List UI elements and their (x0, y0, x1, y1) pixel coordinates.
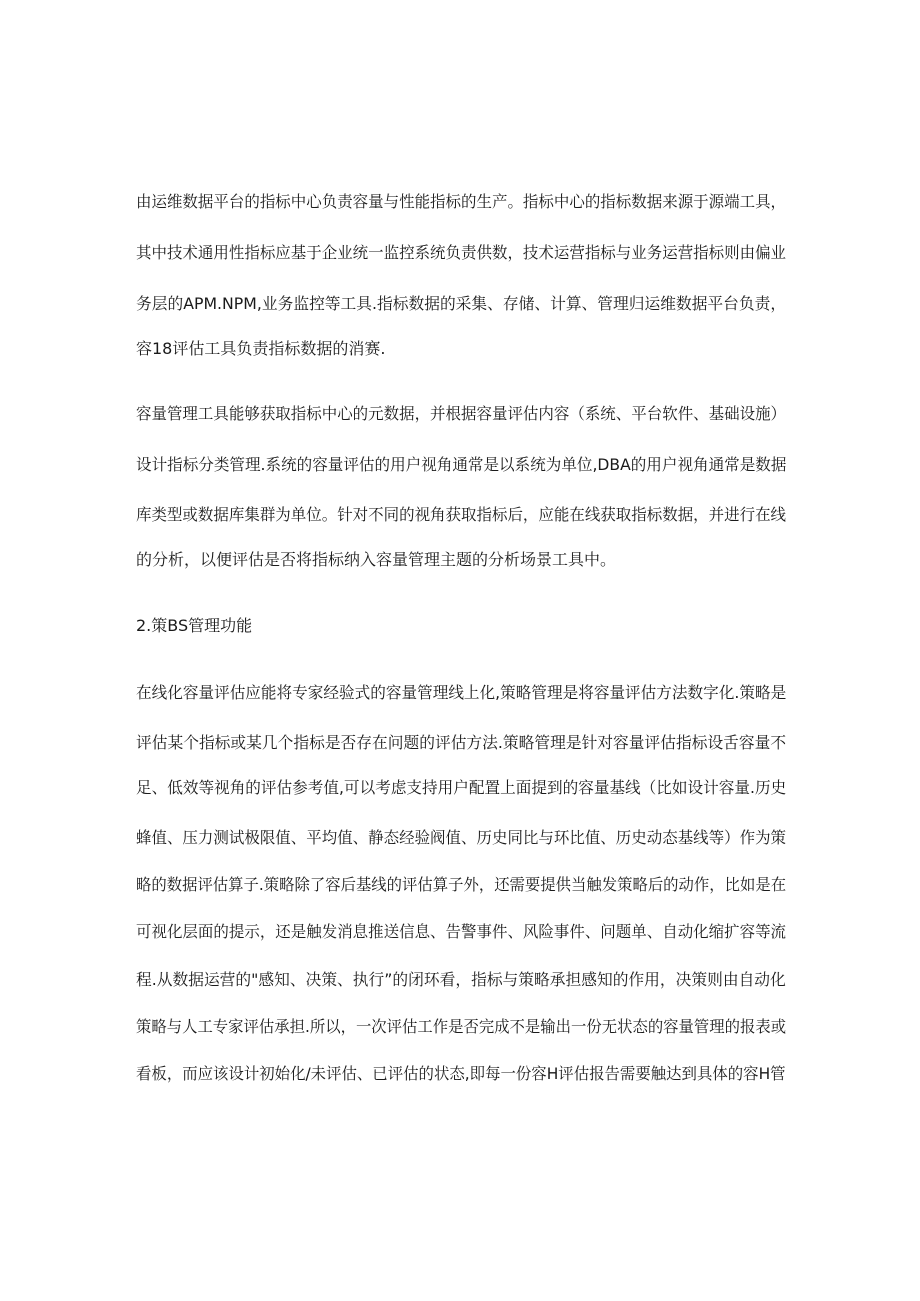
paragraph-4-line-1: 在线化容量评估应能将专家经验式的容量管理线上化,策略管理是将容量评估方法数字化.策略是 (136, 683, 787, 702)
paragraph-1-line-2: 其中技术通用性指标应基于企业统一监控系统负责供数，技术运营指标与业务运营指标则由偏业 (136, 243, 787, 262)
section-heading: 2.策BS管理功能 (136, 616, 253, 635)
paragraph-1-line-1: 由运维数据平台的指标中心负责容量与性能指标的生产。指标中心的指标数据来源于源端工具， (136, 192, 787, 211)
paragraph-4-line-5: 略的数据评估算子.策略除了容后基线的评估算子外，还需要提供当触发策略后的动作，比如是在 (136, 875, 787, 894)
paragraph-4-line-4: 蜂值、压力测试极限值、平均值、静态经验阀值、历史同比与环比值、历史动态基线等）作为策 (136, 828, 787, 847)
paragraph-4-line-6: 可视化层面的提示，还是触发消息推送信息、告警事件、风险事件、问题单、自动化缩扩容等流 (136, 922, 787, 941)
paragraph-2-line-4: 的分析，以便评估是否将指标纳入容量管理主题的分析场景工具中。 (136, 550, 617, 569)
paragraph-4-line-2: 评估某个指标或某几个指标是否存在问题的评估方法.策略管理是针对容量评估指标设舌容量不 (136, 733, 787, 752)
paragraph-2-line-3: 库类型或数据库集群为单位。针对不同的视角获取指标后，应能在线获取指标数据，并进行在线 (136, 505, 787, 524)
paragraph-4-line-7: 程.从数据运营的"感知、决策、执行”的闭环看，指标与策略承担感知的作用，决策则由自动化 (136, 970, 786, 989)
paragraph-4-line-9: 看板，而应该设计初始化/未评估、已评估的状态,即每一份容H评估报告需要触达到具体的容H管 (136, 1064, 786, 1083)
paragraph-2-line-2: 设计指标分类管理.系统的容量评估的用户视角通常是以系统为单位,DBA的用户视角通常是数据 (136, 455, 787, 474)
paragraph-2-line-1: 容量管理工具能够获取指标中心的元数据，并根据容量评估内容（系统、平台软件、基础设施） (136, 404, 787, 423)
paragraph-1-line-4: 容18评估工具负责指标数据的消赛. (136, 339, 386, 358)
paragraph-4-line-8: 策略与人工专家评估承担.所以，一次评估工作是否完成不是输出一份无状态的容量管理的报表或 (136, 1017, 787, 1036)
paragraph-1-line-3: 务层的APM.NPM,业务监控等工具.指标数据的采集、存储、计算、管理归运维数据平台负责， (136, 294, 787, 313)
paragraph-4-line-3: 足、低效等视角的评估参考值,可以考虑支持用户配置上面提到的容量基线（比如设计容量.历史 (136, 778, 787, 797)
